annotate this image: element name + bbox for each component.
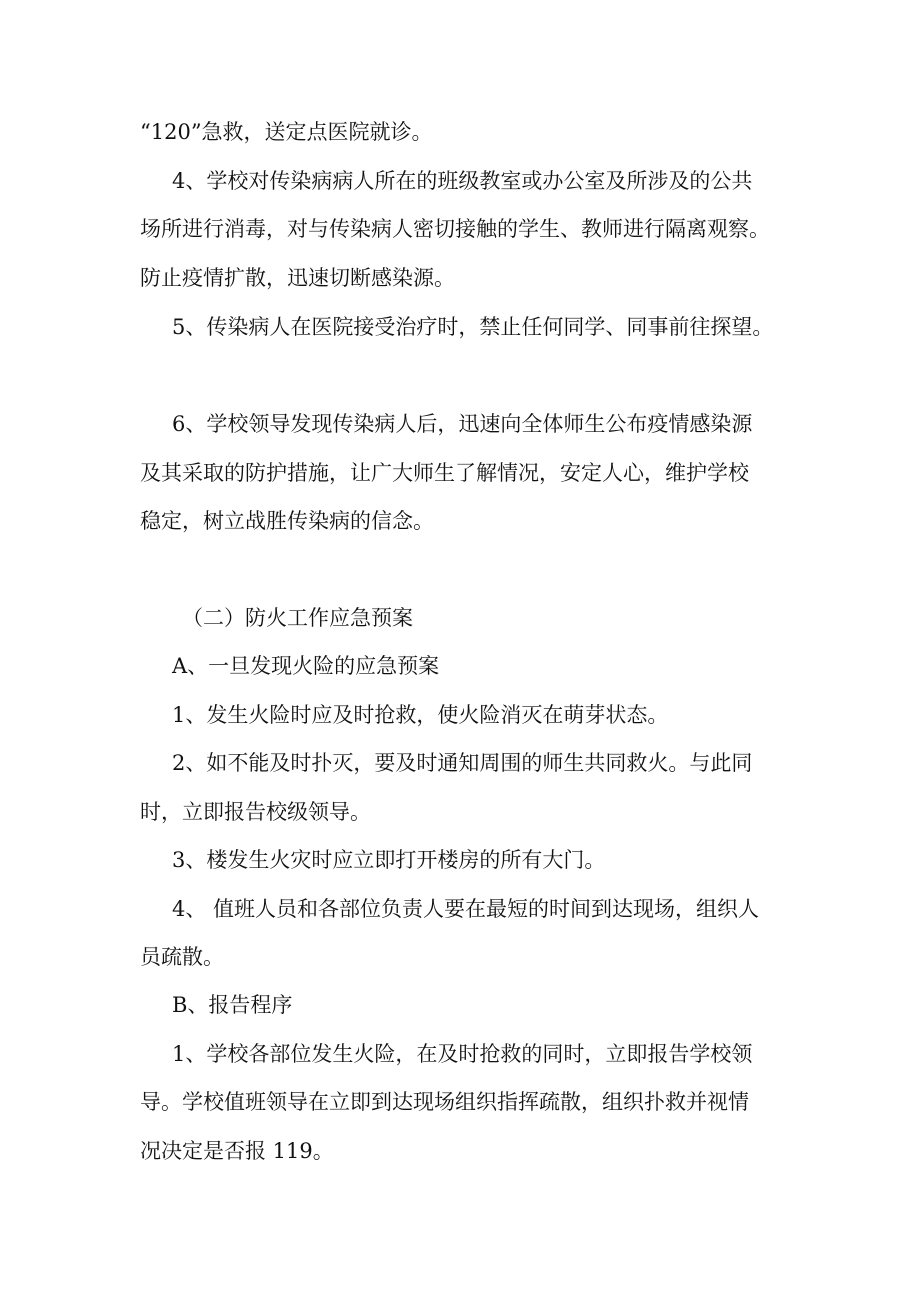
text-line-4: 防止疫情扩散，迅速切断感染源。: [140, 266, 455, 290]
text-line-11: 1、发生火险时应及时抢救，使火险消灭在萌芽状态。: [172, 703, 669, 727]
text-line-19: 导。学校值班领导在立即到达现场组织指挥疏散，组织扑救并视情: [140, 1090, 749, 1114]
text-line-18: 1、学校各部位发生火险，在及时抢救的同时，立即报告学校领: [172, 1042, 753, 1066]
text-line-1: “120”急救，送定点医院就诊。: [140, 120, 433, 144]
subheading-a: A、一旦发现火险的应急预案: [172, 654, 440, 678]
text-line-12: 2、如不能及时扑灭，要及时通知周围的师生共同救火。与此同: [172, 751, 753, 775]
text-line-13: 时，立即报告校级领导。: [140, 800, 371, 824]
text-line-2: 4、学校对传染病病人所在的班级教室或办公室及所涉及的公共: [172, 169, 753, 193]
text-line-7: 及其采取的防护措施，让广大师生了解情况，安定人心，维护学校: [140, 461, 749, 485]
text-line-15: 4、 值班人员和各部位负责人要在最短的时间到达现场，组织人: [172, 897, 760, 921]
text-line-6: 6、学校领导发现传染病人后，迅速向全体师生公布疫情感染源: [172, 412, 753, 436]
text-line-14: 3、楼发生火灾时应立即打开楼房的所有大门。: [172, 848, 606, 872]
text-line-8: 稳定，树立战胜传染病的信念。: [140, 509, 434, 533]
text-line-20: 况决定是否报 119。: [140, 1139, 334, 1163]
text-line-3: 场所进行消毒，对与传染病人密切接触的学生、教师进行隔离观察。: [140, 217, 770, 241]
section-heading-fire: （二）防火工作应急预案: [182, 606, 413, 630]
text-line-5: 5、传染病人在医院接受治疗时，禁止任何同学、同事前往探望。: [172, 315, 774, 339]
subheading-b: B、报告程序: [172, 993, 293, 1017]
text-line-16: 员疏散。: [140, 945, 224, 969]
